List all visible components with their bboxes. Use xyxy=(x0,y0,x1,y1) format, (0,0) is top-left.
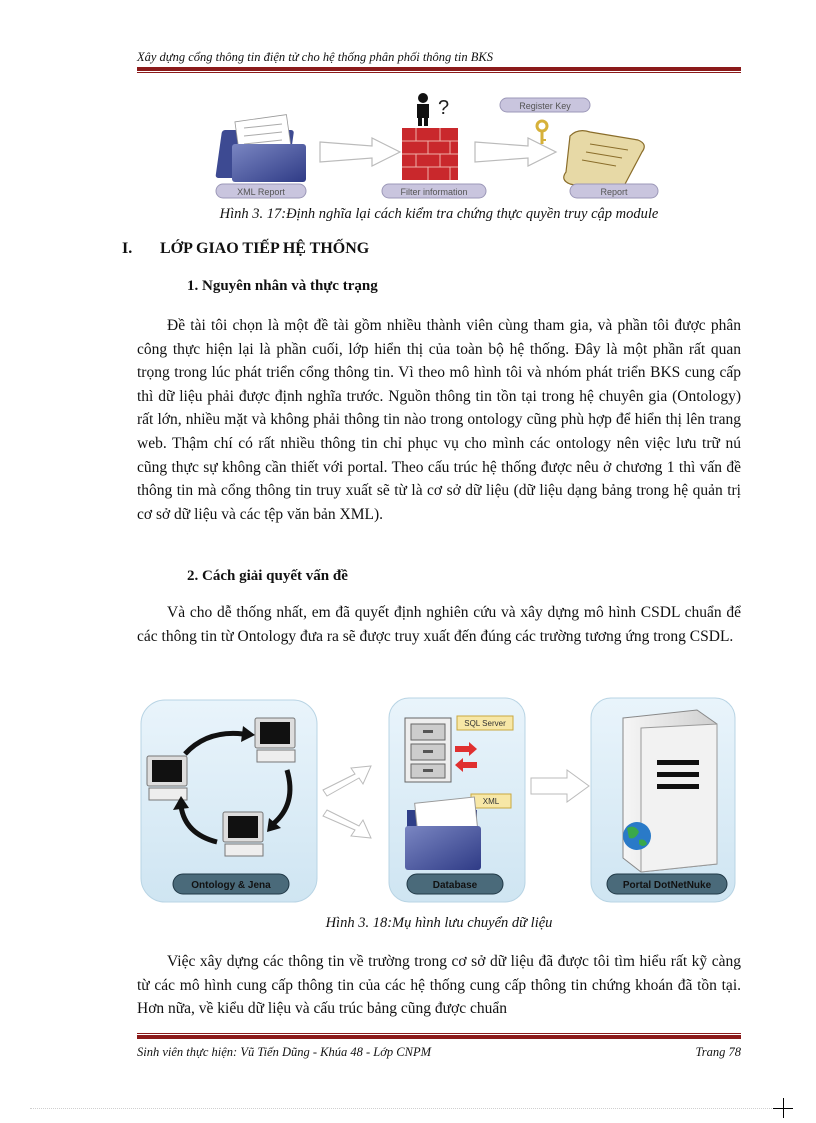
folder-icon xyxy=(215,115,306,182)
svg-text:XML: XML xyxy=(482,797,500,806)
arrow-icon xyxy=(320,138,400,166)
header-rule-thick xyxy=(137,67,741,71)
page-header: Xây dựng cổng thông tin điện tử cho hệ thống phân phối thông tin BKS xyxy=(137,50,493,64)
page-number: Trang 78 xyxy=(695,1045,741,1059)
footer-rule-thin xyxy=(137,1033,741,1034)
figure-access-check xyxy=(210,88,680,203)
figure-caption-1: Hình 3. 17:Định nghĩa lại cách kiểm tra chứng thực quyền truy cập module xyxy=(219,206,659,222)
arrow-icon xyxy=(323,766,371,796)
computer-icon xyxy=(147,756,187,800)
svg-text:Portal DotNetNuke: Portal DotNetNuke xyxy=(622,880,712,891)
arrow-icon xyxy=(475,138,556,166)
computer-icon xyxy=(255,718,295,762)
user-icon xyxy=(417,93,429,126)
subsection-heading-2: 2. Cách giải quyết vấn đề xyxy=(187,568,348,584)
question-mark-icon: ? xyxy=(438,97,450,119)
footer-rule-thick xyxy=(137,1035,741,1039)
svg-text:Filter information: Filter information xyxy=(400,187,468,197)
header-rule-thin xyxy=(137,72,741,73)
arrow-icon xyxy=(323,810,371,838)
figure-caption-2: Hình 3. 18:Mụ hình lưu chuyển dữ liệu xyxy=(325,915,553,931)
globe-icon xyxy=(623,822,651,850)
svg-text:SQL Server: SQL Server xyxy=(464,719,506,728)
file-cabinet-icon xyxy=(405,718,451,782)
paragraph-1: Đề tài tôi chọn là một đề tài gồm nhiều thành viên cùng tham gia, và phần tôi được phân công thực hiện lại là phần cuối, lớp hiển thị của toàn bộ hệ thống. Đây là một phần rất quan trọng trong lúc phát triển cổng thông tin. Vì theo mô hình tôi và nhóm phát triển BKS cung cấp thì dữ liệu phải được định nghĩa trước. Nguồn thông tin tồn tại trong hệ chuyên gia (Ontology) rất lớn, nhiều mặt và không phải thông tin nào trong ontology cũng phù hợp để hiển thị lên trang web. Thậm chí có rất nhiều thông tin chỉ phục vụ cho mình các ontology nên việc lưu trữ nú cũng thực sự không cần thiết với portal. Theo cấu trúc hệ thống được nêu ở chương 1 thì vấn đề thông tin mà cổng thông tin truy xuất sẽ từ là cơ sở dữ liệu (dữ liệu dạng bảng trong hệ quản trị cơ sở dữ liệu và các tệp văn bản XML). xyxy=(137,317,741,523)
svg-text:Database: Database xyxy=(432,880,478,891)
firewall-icon xyxy=(402,128,458,180)
footer-author: Sinh viên thực hiện: Vũ Tiến Dũng - Khúa 48 - Lớp CNPM xyxy=(137,1045,432,1059)
svg-text:Report: Report xyxy=(600,187,628,197)
crop-mark-icon xyxy=(773,1108,793,1109)
subsection-heading-1: 1. Nguyên nhân và thực trạng xyxy=(187,278,378,294)
paragraph-3: Việc xây dựng các thông tin về trường trong cơ sở dữ liệu đã được tôi tìm hiểu rất kỹ càng từ các mô hình cung cấp thông tin của các hệ thống cung cấp thông tin chứng khoán đã tồn tại. Hơn nữa, về kiểu dữ liệu và cấu trúc bảng cũng được chuẩn xyxy=(137,953,741,1018)
svg-text:Register Key: Register Key xyxy=(519,101,571,111)
section-heading: I. LỚP GIAO TIẾP HỆ THỐNG xyxy=(122,240,370,257)
folder-icon xyxy=(405,797,481,870)
arrow-icon xyxy=(531,770,589,802)
page-boundary xyxy=(30,1108,786,1109)
key-icon xyxy=(537,121,547,144)
computer-icon xyxy=(223,812,263,856)
svg-text:XML Report: XML Report xyxy=(237,187,285,197)
figure-data-flow xyxy=(137,694,741,908)
svg-text:Ontology & Jena: Ontology & Jena xyxy=(191,880,271,891)
paragraph-2: Và cho dễ thống nhất, em đã quyết định nghiên cứu và xây dựng mô hình CSDL chuẩn để các thông tin từ Ontology đưa ra sẽ được truy xuất đến đúng các trường tương ứng trong CSDL. xyxy=(137,604,741,645)
